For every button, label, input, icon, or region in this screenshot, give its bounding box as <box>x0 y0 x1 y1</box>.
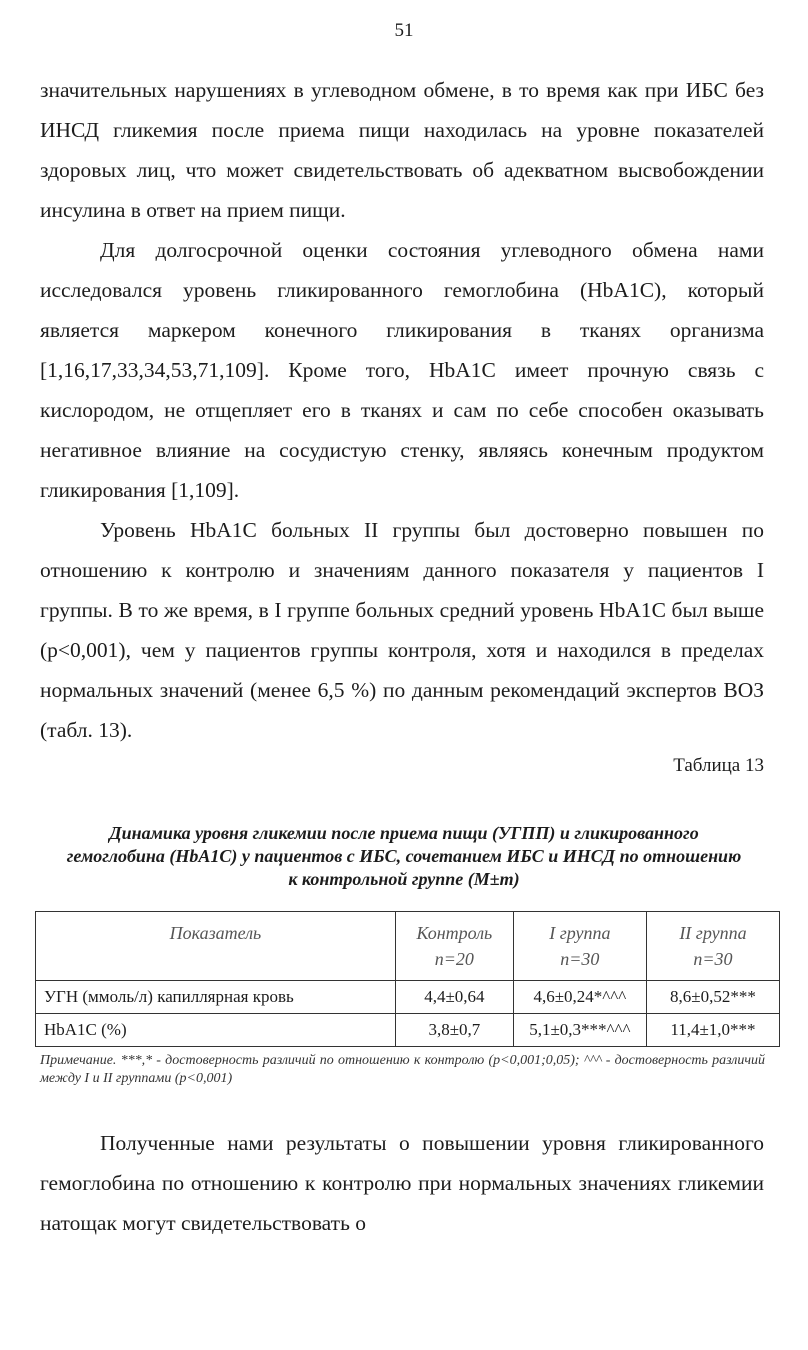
header-group2-label: II группа <box>679 923 747 943</box>
cell-control: 3,8±0,7 <box>395 1014 513 1047</box>
page-number: 51 <box>394 20 414 41</box>
paragraph-3 <box>40 510 764 750</box>
cell-group2: 8,6±0,52*** <box>646 981 779 1014</box>
paragraph-2 <box>40 230 764 510</box>
paragraph-2-text: Для долгосрочной оценки состояния углеводного обмена нами исследовался уровень гликированного гемоглобина (HbA1C), который является маркером конечного гликирования в тканях организма [1,16,17,33,34,53,71,109]. Кроме того, HbA1C имеет прочную связь с кислородом, не отщепляет его в тканях и сам по себе способен оказывать негативное влияние на сосудистую стенку, являясь конечным продуктом гликирования [1,109]. <box>40 238 764 502</box>
paragraph-3-text: Уровень HbA1C больных II группы был достоверно повышен по отношению к контролю и значениям данного показателя у пациентов I группы. В то же время, в I группе больных средний уровень HbA1C был выше (p<0,001), чем у пациентов группы контроля, хотя и находился в пределах нормальных значений (менее 6,5 %) по данным рекомендаций экспертов ВОЗ (табл. 13). <box>40 518 764 742</box>
header-group2-n: n=30 <box>693 949 733 969</box>
table-row <box>36 981 780 1014</box>
paragraph-4 <box>40 1123 764 1243</box>
header-control <box>395 912 513 981</box>
table-note: Примечание. ***,* - достоверность различий по отношению к контролю (p<0,001;0,05); ^^^ - достоверность различий между I и II группами (p<0,001) <box>40 1053 765 1086</box>
header-control-label: Контроль <box>416 923 493 943</box>
paragraph-4-text: Полученные нами результаты о повышении уровня гликированного гемоглобина по отношению к контролю при нормальных значениях гликемии натощак могут свидетельствовать о <box>40 1131 764 1235</box>
paragraph-1 <box>40 70 764 230</box>
table-label: Таблица 13 <box>673 755 764 776</box>
paragraph-1-text: значительных нарушениях в углеводном обмене, в то время как при ИБС без ИНСД гликемия после приема пищи находилась на уровне показателей здоровых лиц, что может свидетельствовать об адекватном высвобождении инсулина в ответ на прием пищи. <box>40 78 764 222</box>
cell-indicator: HbA1C (%) <box>36 1014 396 1047</box>
header-indicator <box>36 912 396 981</box>
header-group1-n: n=30 <box>560 949 600 969</box>
header-indicator-label: Показатель <box>169 923 262 943</box>
table-caption: Динамика уровня гликемии после приема пищи (УГПП) и гликированного гемоглобина (HbA1C) у пациентов с ИБС, сочетанием ИБС и ИНСД по отношению к контрольной группе (M±m) <box>66 823 742 889</box>
cell-group1: 4,6±0,24*^^^ <box>513 981 646 1014</box>
table-header-row <box>36 912 780 981</box>
cell-control: 4,4±0,64 <box>395 981 513 1014</box>
header-group2 <box>646 912 779 981</box>
header-control-n: n=20 <box>434 949 474 969</box>
data-table <box>35 911 780 1047</box>
cell-indicator: УГН (ммоль/л) капиллярная кровь <box>36 981 396 1014</box>
table-row <box>36 1014 780 1047</box>
cell-group1: 5,1±0,3***^^^ <box>513 1014 646 1047</box>
header-group1 <box>513 912 646 981</box>
header-group1-label: I группа <box>549 923 611 943</box>
cell-group2: 11,4±1,0*** <box>646 1014 779 1047</box>
